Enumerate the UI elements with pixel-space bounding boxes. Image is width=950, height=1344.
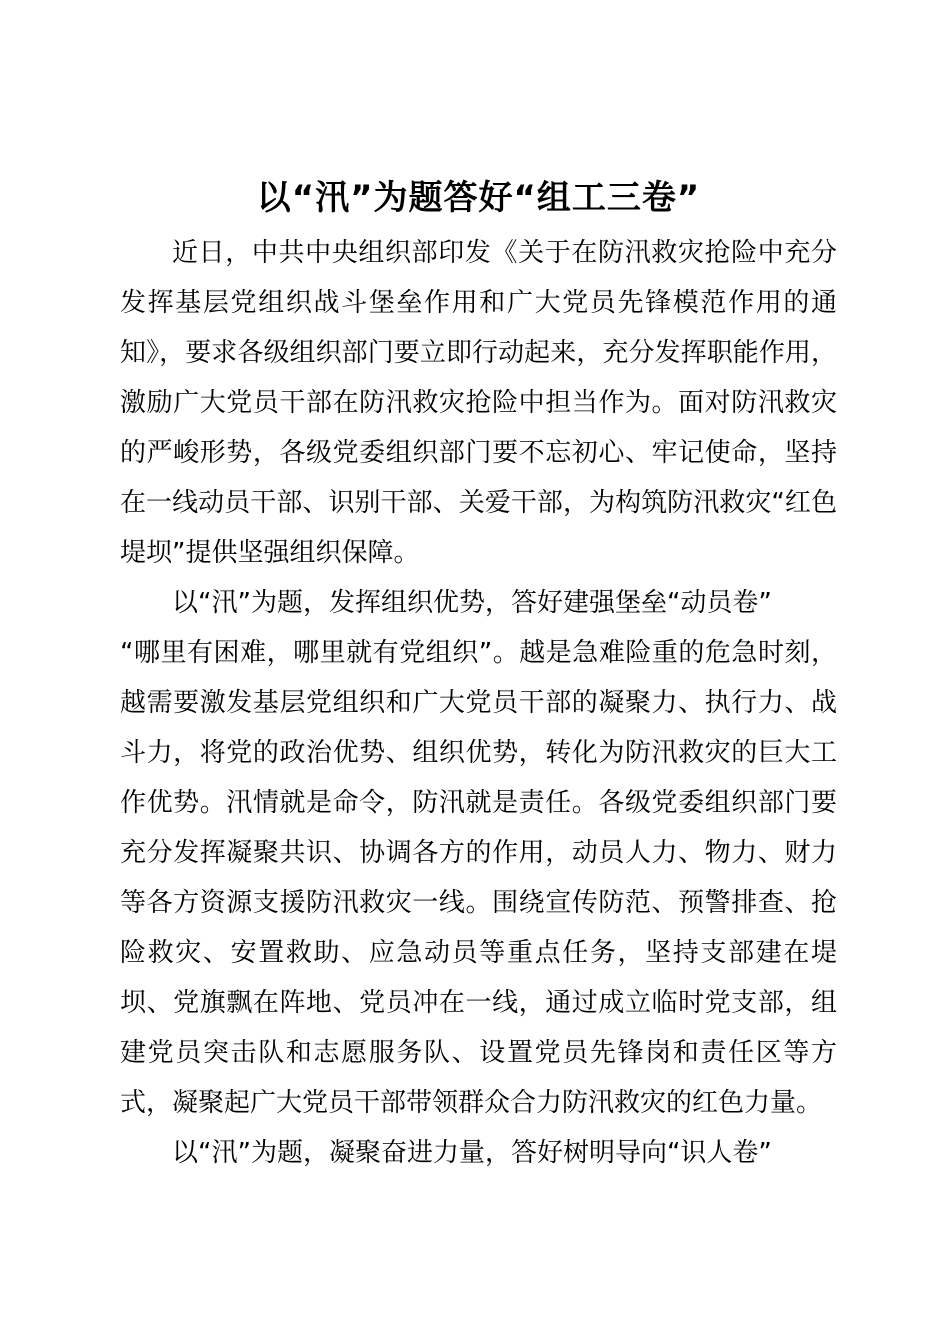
paragraph-lead-shirenjuan: 以“汛”为题，凝聚奋进力量，答好树明导向“识人卷” bbox=[172, 1138, 772, 1168]
paragraph-lead-dongyuanjuan: 以“汛”为题，发挥组织优势，答好建强堡垒“动员卷” bbox=[172, 588, 772, 618]
document-title: 以“汛”为题答好“组工三卷” bbox=[256, 178, 701, 218]
paragraph-body-dongyuanjuan: “哪里有困难，哪里就有党组织”。越是急难险重的危急时刻，越需要激发基层党组织和广大党员干部的凝聚力、执行力、战斗力，将党的政治优势、组织优势，转化为防汛救灾的巨大工作优势。汛情就是命令，防汛就是责任。各级党委组织部门要充分发挥凝聚共识、协调各方的作用，动员人力、物力、财力等各方资源支援防汛救灾一线。围绕宣传防范、预警排查、抢险救灾、安置救助、应急动员等重点任务，坚持支部建在堤坝、党旗飘在阵地、党员冲在一线，通过成立临时党支部，组建党员突击队和志愿服务队、设置党员先锋岗和责任区等方式，凝聚起广大党员干部带领群众合力防汛救灾的红色力量。 bbox=[120, 638, 837, 1118]
paragraph-intro: 近日，中共中央组织部印发《关于在防汛救灾抢险中充分发挥基层党组织战斗堡垒作用和广大党员先锋模范作用的通知》，要求各级组织部门要立即行动起来，充分发挥职能作用，激励广大党员干部在防汛救灾抢险中担当作为。面对防汛救灾的严峻形势，各级党委组织部门要不忘初心、牢记使命，坚持在一线动员干部、识别干部、关爱干部，为构筑防汛救灾“红色堤坝”提供坚强组织保障。 bbox=[120, 238, 837, 568]
